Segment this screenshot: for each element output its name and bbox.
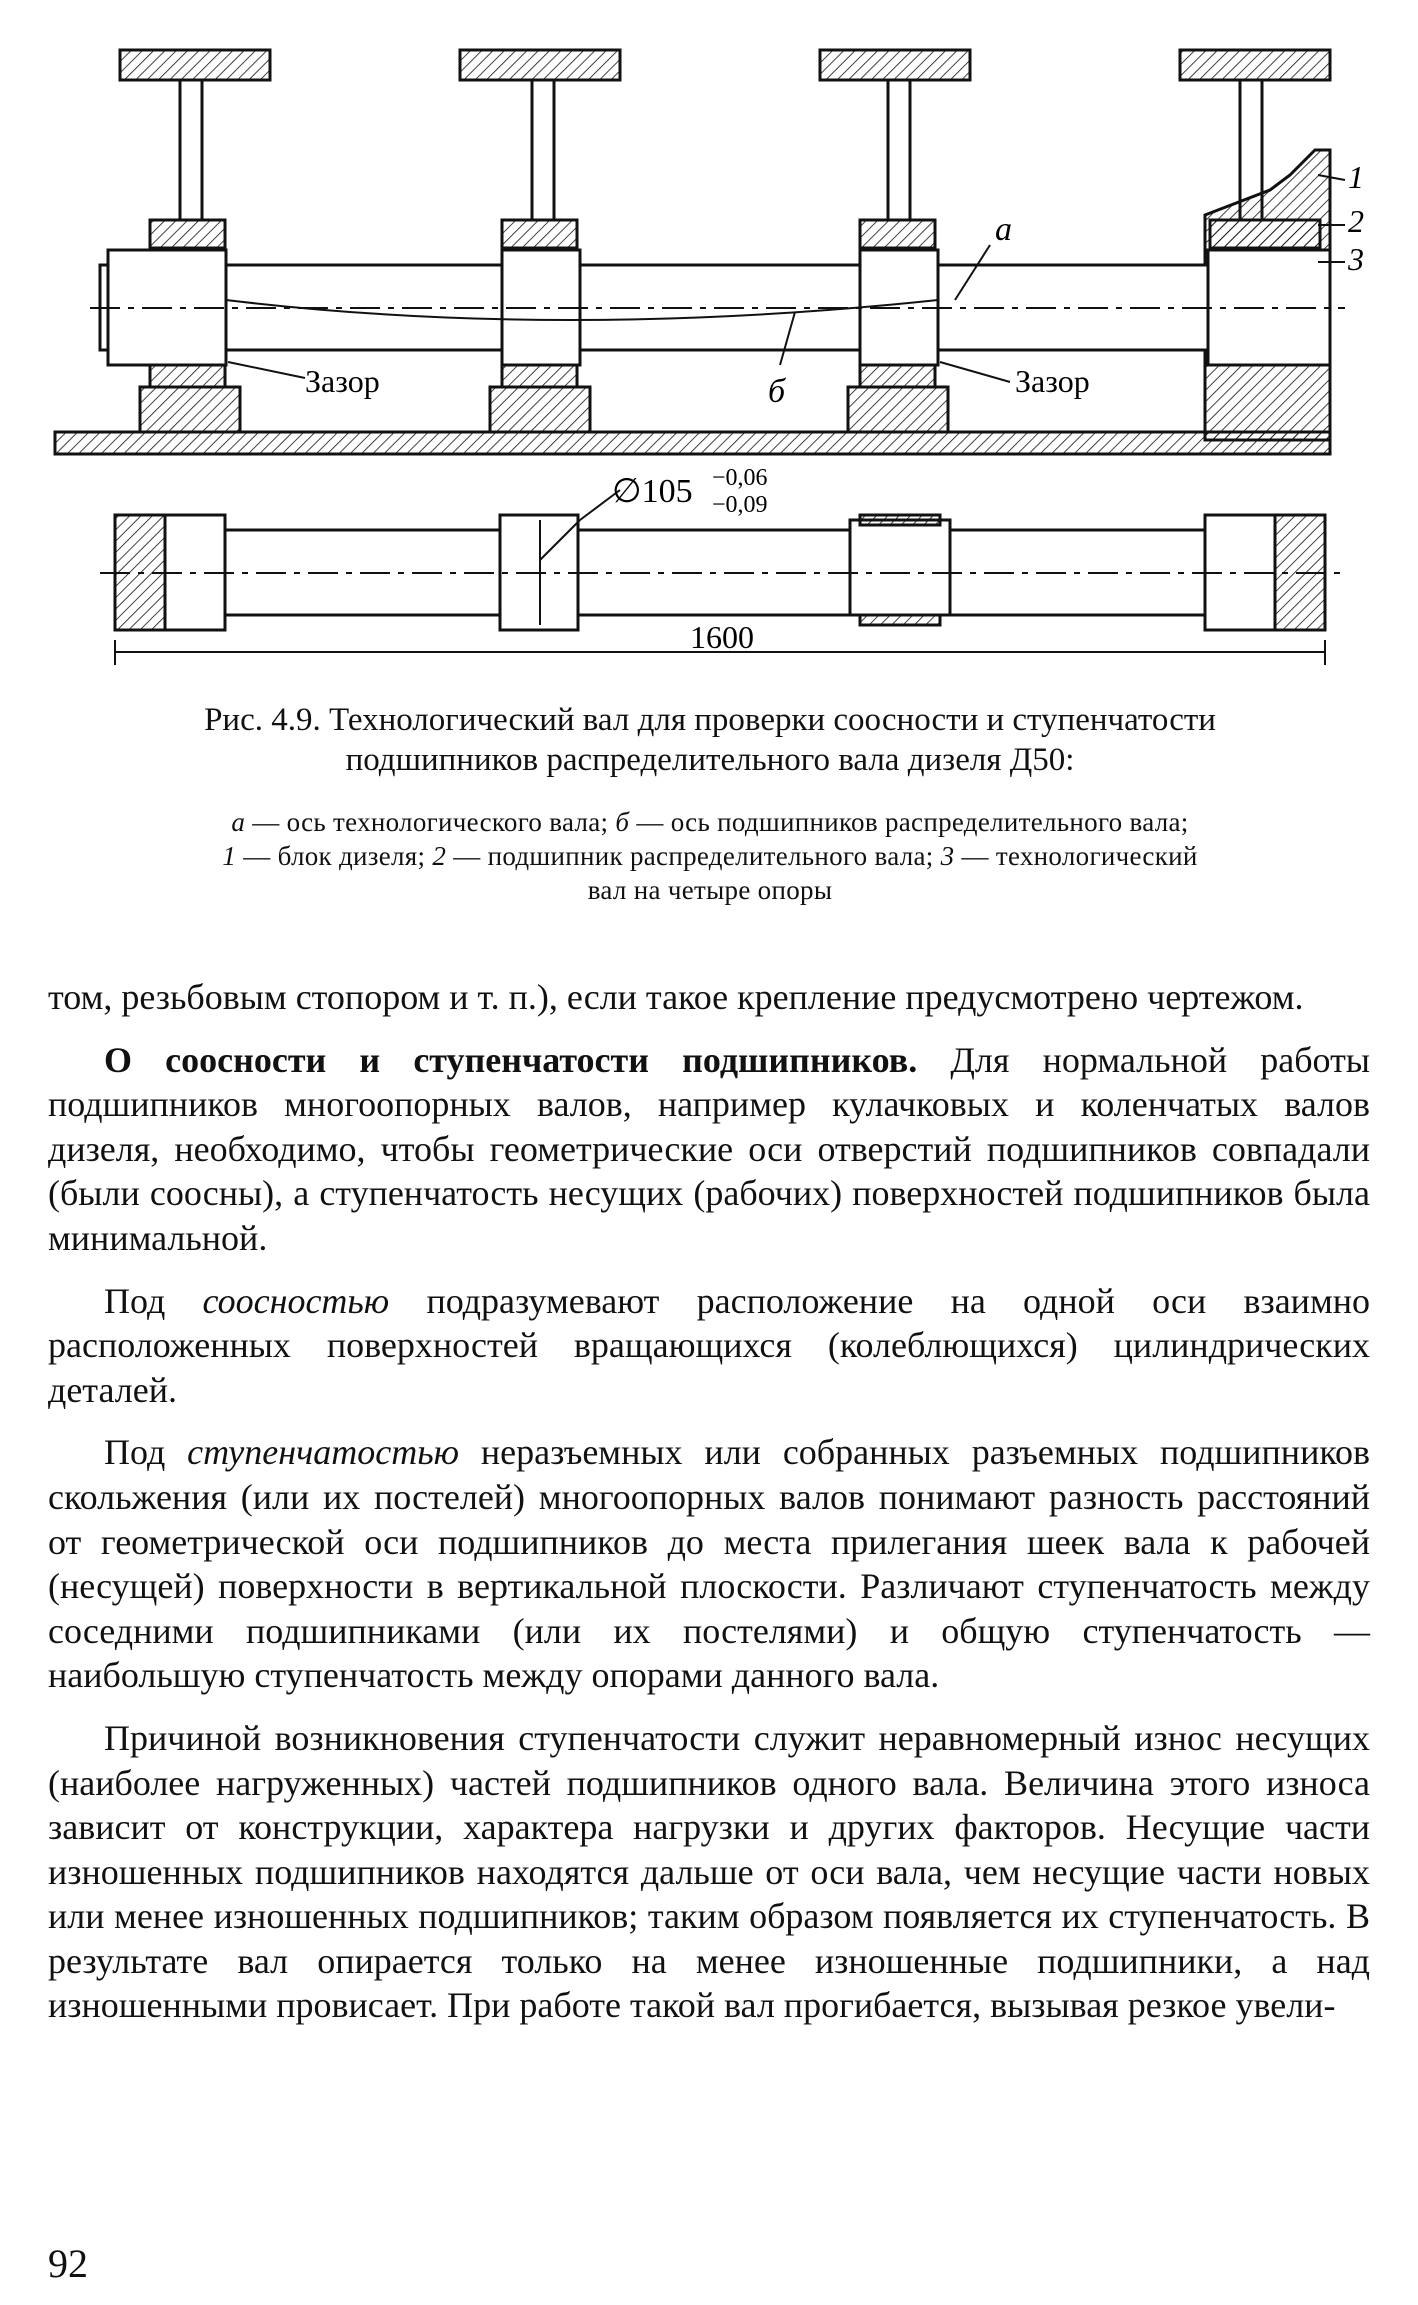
section-heading: О соосности и ступенчатости подшипников. — [104, 1039, 918, 1080]
legend-line-2 — [40, 839, 1380, 873]
bearing-caps-top — [150, 220, 1320, 248]
bearing-bodies-bottom — [140, 365, 948, 432]
technical-drawing — [0, 0, 1418, 680]
shaft-top-view — [90, 250, 1345, 365]
figure-caption — [40, 700, 1380, 780]
legend-text-1: — блок дизеля; — [236, 841, 433, 871]
paragraph-continuation: том, резьбовым стопором и т. п.), если такое крепление предусмотрено чертежом. — [48, 977, 1304, 1017]
caption-line-2: подшипников распределительного вала дизеля Д50: — [345, 742, 1075, 778]
gap-label-right: Зазор — [1015, 363, 1090, 399]
legend-text-b: — ось подшипников распределительного вала; — [629, 807, 1189, 837]
diameter-dimension: ∅105 — [612, 473, 693, 510]
legend-text-2: — подшипник распределительного вала; — [446, 841, 941, 871]
legend-text-a: — ось технологического вала; — [245, 807, 616, 837]
legend-key-b: б — [615, 807, 630, 837]
base-plate — [55, 432, 1330, 454]
legend-key-3: 3 — [940, 841, 955, 871]
paragraph-alignment-body: Для нормальной работы подшипников многоопорных валов, например кулачковых и коленчатых валов дизеля, необходимо, чтобы геометрические оси отверстий подшипников совпадали (были соосны), а ступенчатость несущих (рабочих) поверхностей подшипников была минимальной. — [48, 1039, 1370, 1258]
legend-key-2: 2 — [432, 841, 447, 871]
callout-2: 2 — [1348, 203, 1364, 239]
legend-line-1 — [40, 805, 1380, 839]
term-stepping: ступенчатостью — [187, 1432, 459, 1473]
term-coaxiality: соосностью — [202, 1280, 390, 1321]
legend-key-a: а — [231, 807, 246, 837]
gap-label-left: Зазор — [305, 363, 380, 399]
top-supports — [120, 50, 1330, 220]
paragraph-coaxiality — [48, 1279, 1370, 1413]
paragraph-stepping — [48, 1430, 1370, 1698]
p3-start: Под — [104, 1432, 188, 1473]
body-text — [48, 975, 1370, 2028]
callout-3: 3 — [1348, 241, 1364, 277]
page-number: 92 — [48, 2241, 88, 2286]
p3-body: неразъемных или собранных разъемных подшипников скольжения (или их постелей) многоопорных валов понимают разность расстояний от геометрической оси подшипников до места прилегания шеек вала к рабочей (несущей) поверхности в вертикальной плоскости. Различают ступенчатость между соседними подшипниками (или их постелями) и общую ступенчатость — наибольшую ступенчатость между опорами данного вала. — [48, 1432, 1370, 1696]
legend-key-1: 1 — [222, 841, 237, 871]
legend-line-3: вал на четыре опоры — [587, 875, 833, 905]
paragraph-alignment-intro — [48, 1038, 1370, 1261]
paragraph-causes: Причиной возникновения ступенчатости служит неравномерный износ несущих (наиболее нагруженных) частей подшипников одного вала. Величина этого износа зависит от конструкции, характера нагрузки и других факторов. Несущие части изношенных подшипников находятся дальше от оси вала, чем несущие части новых или менее изношенных подшипников; таким образом появляется их ступенчатость. В результате вал опирается только на менее изношенные подшипники, а над изношенными провисает. При работе такой вал прогибается, вызывая резкое увели- — [48, 1717, 1370, 2026]
axis-label-a: а — [995, 211, 1012, 248]
callout-1: 1 — [1348, 159, 1364, 195]
length-dimension: 1600 — [690, 619, 754, 655]
tolerance-lower: −0,09 — [712, 492, 768, 518]
legend-text-3: — технологический — [954, 841, 1198, 871]
p2-start: Под — [104, 1280, 203, 1321]
figure-legend — [40, 805, 1380, 907]
axis-label-b: б — [768, 373, 786, 410]
caption-line-1: Рис. 4.9. Технологический вал для проверки соосности и ступенчатости — [204, 702, 1216, 738]
tolerance-upper: −0,06 — [712, 465, 768, 491]
p2-body: подразумевают расположение на одной оси взаимно расположенных поверхностей вращающихся (колеблющихся) цилиндрических деталей. — [48, 1280, 1370, 1410]
